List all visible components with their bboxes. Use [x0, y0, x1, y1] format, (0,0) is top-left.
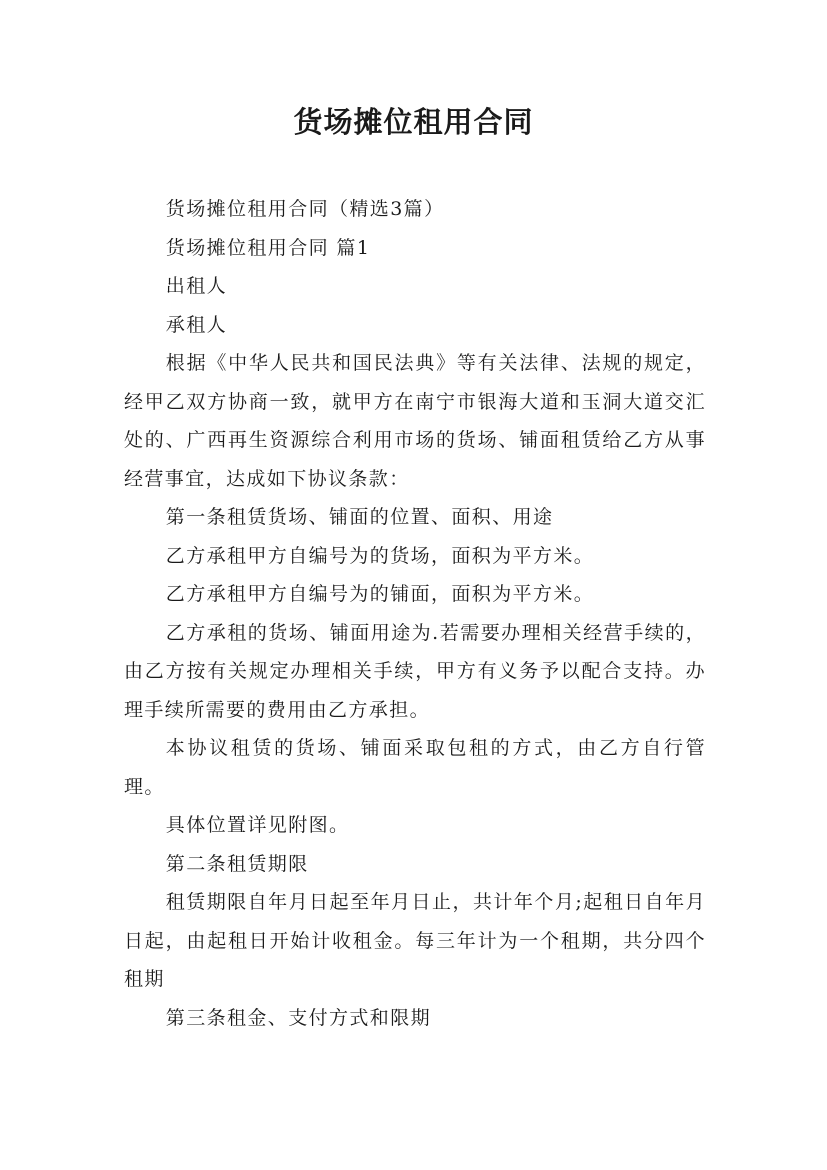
- document-title: 货场摊位租用合同: [293, 105, 534, 139]
- paragraph: 根据《中华人民共和国民法典》等有关法律、法规的规定，经甲乙双方协商一致，就甲方在南宁市银海大道和玉洞大道交汇处的、广西再生资源综合利用市场的货场、铺面租赁给乙方从事经营事宜，达成如下协议条款：: [124, 352, 706, 490]
- paragraph: 乙方承租的货场、铺面用途为.若需要办理相关经营手续的，由乙方按有关规定办理相关手续，甲方有义务予以配合支持。办理手续所需要的费用由乙方承担。: [124, 621, 706, 721]
- paragraph: 承租人: [165, 313, 227, 336]
- paragraph: 乙方承租甲方自编号为的货场，面积为平方米。: [165, 544, 595, 567]
- paragraph: 第一条租赁货场、铺面的位置、面积、用途: [165, 506, 554, 528]
- paragraph: 本协议租赁的货场、铺面采取包租的方式，由乙方自行管理。: [124, 737, 706, 798]
- paragraph: 乙方承租甲方自编号为的铺面，面积为平方米。: [165, 583, 595, 605]
- paragraph: 货场摊位租用合同 篇1: [165, 236, 371, 259]
- document-body: [124, 190, 706, 1037]
- paragraph: 租赁期限自年月日起至年月日止，共计年个月;起租日自年月日起，由起租日开始计收租金。每三年计为一个租期，共分四个租期: [124, 891, 706, 990]
- paragraph: 出租人: [165, 275, 227, 297]
- paragraph: 第二条租赁期限: [165, 852, 309, 875]
- paragraph: 货场摊位租用合同（精选3篇）: [165, 198, 445, 220]
- paragraph: 第三条租金、支付方式和限期: [165, 1006, 431, 1029]
- paragraph: 具体位置详见附图。: [165, 814, 350, 836]
